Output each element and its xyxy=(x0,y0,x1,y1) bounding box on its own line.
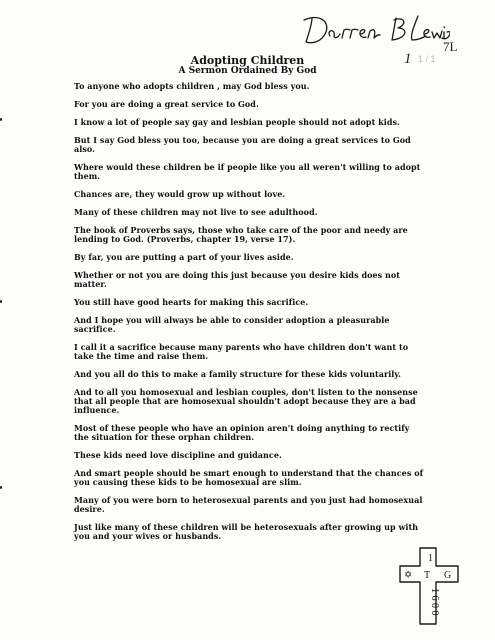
cross-stem-text: 1 6 0 0 xyxy=(429,588,440,616)
edge-mark xyxy=(0,118,2,121)
page-number: 1 xyxy=(404,51,412,67)
cross-center-text: T xyxy=(424,570,431,581)
cross-right-text: G xyxy=(444,570,452,581)
document-subtitle: A Sermon Ordained By God xyxy=(178,66,317,76)
paragraph: Where would these children be if people like you all weren't willing to adopt them. xyxy=(74,162,421,181)
paragraph: But I say God bless you too, because you are doing a great services to God also. xyxy=(74,135,411,154)
paragraph: By far, you are putting a part of your lives aside. xyxy=(74,252,294,262)
corner-code: 7L xyxy=(443,39,458,54)
edge-mark xyxy=(0,300,2,303)
paragraph: For you are doing a great service to God. xyxy=(74,99,259,109)
paragraph: These kids need love discipline and guidance. xyxy=(74,450,282,460)
paragraph: Chances are, they would grow up without love. xyxy=(74,189,286,199)
paragraph: Most of these people who have an opinion aren't doing anything to rectify the situation for these orphan children. xyxy=(74,423,410,442)
paragraph: Many of you were born to heterosexual parents and you just had homosexual desire. xyxy=(74,495,423,514)
cross-top-text: 1 xyxy=(428,553,433,564)
paragraph: And you all do this to make a family structure for these kids voluntarily. xyxy=(74,369,402,379)
paragraph: I know a lot of people say gay and lesbian people should not adopt kids. xyxy=(74,117,400,127)
paragraph: I call it a sacrifice because many parents who have children don't want to take the time and raise them. xyxy=(74,342,409,361)
cross-symbol xyxy=(398,546,462,626)
document-title: Adopting Children xyxy=(190,54,305,67)
paragraph: Just like many of these children will be heterosexuals after growing up with you and your wives or husbands. xyxy=(74,522,419,541)
sermon-body xyxy=(74,82,424,550)
paragraph: To anyone who adopts children , may God bless you. xyxy=(74,81,310,91)
paragraph: And smart people should be smart enough to understand that the chances of you causing these kids to be homosexual are slim. xyxy=(74,468,424,487)
paragraph: Many of these children may not live to see adulthood. xyxy=(74,207,318,217)
star-of-david-icon: ✡ xyxy=(404,570,413,581)
paragraph: You still have good hearts for making this sacrifice. xyxy=(74,297,309,307)
handwritten-signature xyxy=(300,12,450,52)
paragraph: Whether or not you are doing this just because you desire kids does not matter. xyxy=(74,270,401,289)
page-number-faint: 1 / 1 xyxy=(418,54,436,64)
edge-mark xyxy=(0,486,2,489)
paragraph: And to all you homosexual and lesbian couples, don't listen to the nonsense that all people that are homosexual shouldn't adopt because they are a bad influence. xyxy=(74,387,418,415)
paragraph: The book of Proverbs says, those who take care of the poor and needy are lending to God. (Proverbs, chapter 19, verse 17). xyxy=(74,225,408,244)
paragraph: And I hope you will always be able to consider adoption a pleasurable sacrifice. xyxy=(74,315,390,334)
